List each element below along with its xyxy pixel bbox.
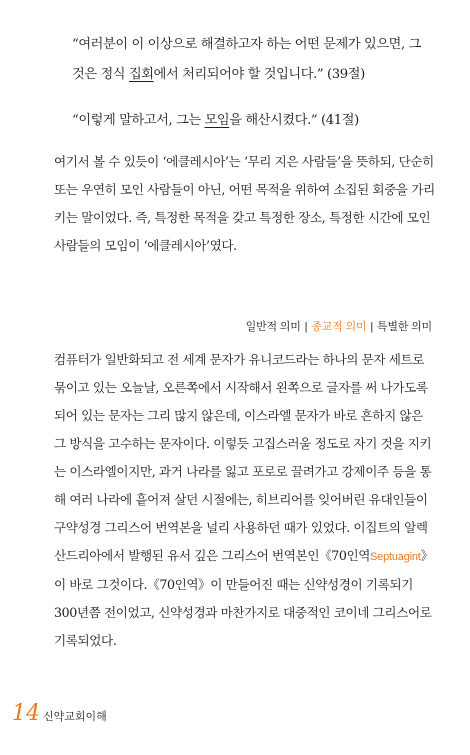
quote-text: “이렇게 말하고서, 그는	[72, 113, 205, 128]
underlined-word: 모임	[204, 113, 230, 128]
quote-text: 을 해산시켰다.” (41절)	[229, 113, 359, 128]
paragraph-text: 컴퓨터가 일반화되고 전 세계 문자가 유니코드라는 하나의 문자 세트로 묶이고 있는 오늘날, 오른쪽에서 시작해서 왼쪽으로 글자를 써 나가도록 되어 있는 문자는 그리 많지 않은데, 이스라엘 문자가 바로 흔하지 않은 그 방식을 고수하는 문자이다. 이렇듯 고집스러울 정도로 자기 것을 지키는 이스라엘이지만, 과거 나라를 잃고 포로로 끌려가고 강제이주 등을 통해 여러 나라에 흩어져 살던 시절에는, 히브리어를 잊어버린 유대인들이 구약성경 그리스어 번역본을 널리 사용하던 때가 있었다. 이집트의 알렉산드리아에서 발행된 유서 깊은 그리스어 번역본인《70인역	[54, 352, 432, 563]
quote-text: “여러분이 이 이상으로 해결하고자 하는 어떤 문제가 있으면, 그것은 정식	[72, 37, 421, 82]
tab-religious-meaning: 종교적 의미	[311, 321, 367, 333]
quote-verse-39	[72, 30, 432, 90]
paragraph-text: 》이 바로 그것이다.《70인역》이 만들어진 때는 신약성경이 기록되기 300년쯤 전이었고, 신약성경과 마찬가지로 대중적인 코이네 그리스어로 기록되었다.	[54, 548, 433, 648]
ekklesia-paragraph: 여기서 볼 수 있듯이 ‘에클레시아’는 ‘무리 지은 사람들’을 뜻하되, 단순히 또는 우연히 모인 사람들이 아닌, 어떤 목적을 위하여 소집된 회중을 가리키는 말이었다. 즉, 특정한 목적을 갖고 특정한 장소, 특정한 시간에 모인 사람들의 모임이 ‘에클레시아’였다.	[54, 154, 435, 253]
tab-separator: |	[304, 321, 308, 333]
page-footer	[12, 703, 107, 725]
underlined-word: 집회	[128, 67, 154, 82]
septuagint-paragraph	[54, 346, 436, 655]
tab-separator: |	[370, 321, 373, 333]
tab-general-meaning: 일반적 의미	[245, 321, 301, 333]
tab-special-meaning: 특별한 의미	[377, 321, 432, 333]
quote-text: 에서 처리되어야 할 것입니다.” (39절)	[153, 67, 365, 82]
book-title: 신약교회이해	[43, 711, 107, 723]
meaning-tabs	[246, 318, 432, 334]
quote-verse-41	[72, 106, 432, 136]
septuagint-term: Septuagint	[370, 551, 421, 563]
page-number: 14	[12, 701, 40, 726]
